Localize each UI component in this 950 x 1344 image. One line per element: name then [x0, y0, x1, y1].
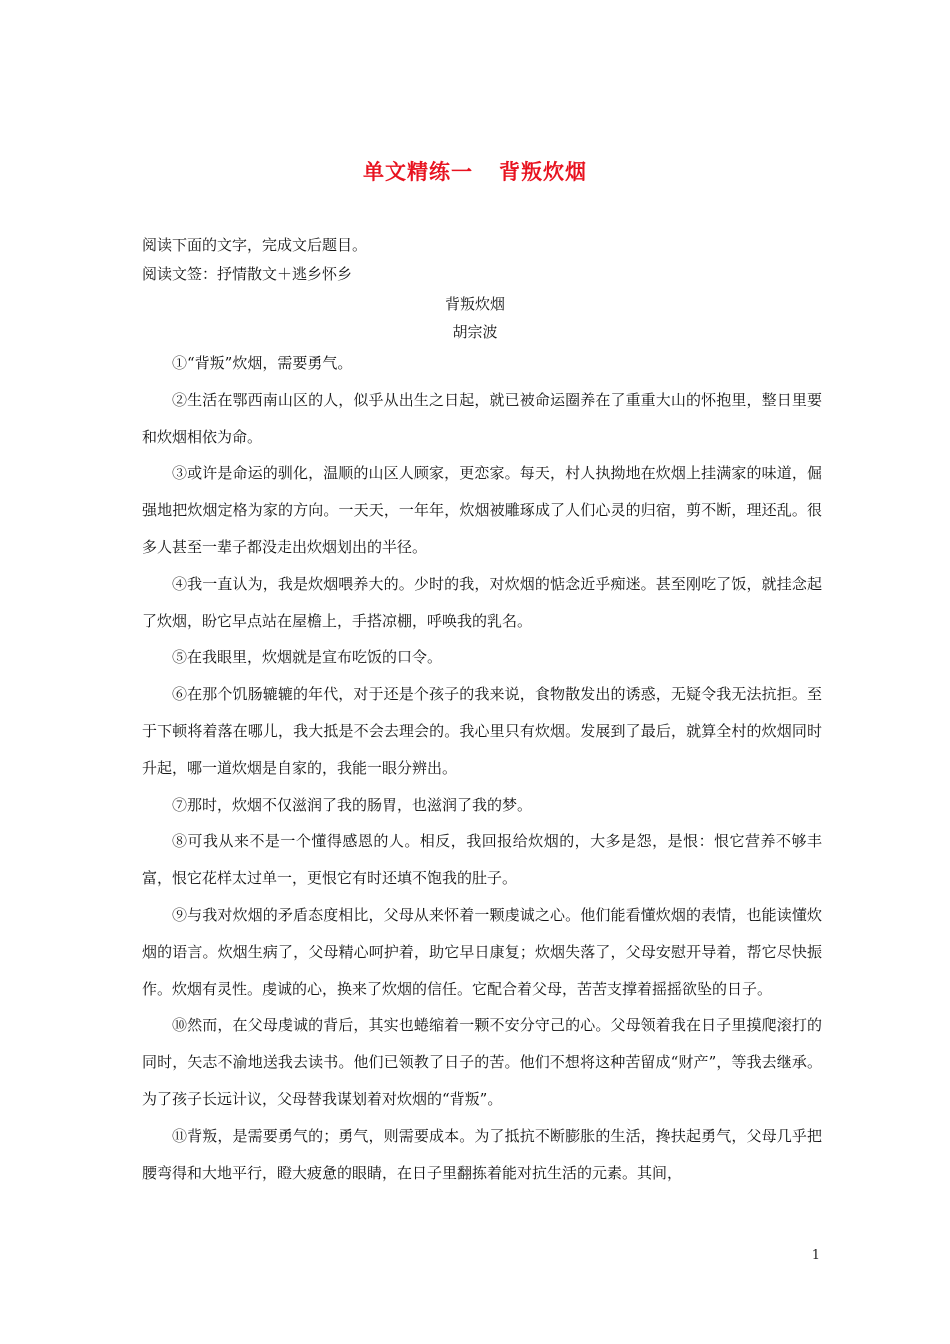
- article-title: 背叛炊烟: [444, 295, 505, 313]
- paragraph-4: ④我一直认为，我是炊烟喂养大的。少时的我，对炊烟的惦念近乎痴迷。甚至刚吃了饭，就挂念起了炊烟，盼它早点站在屋檐上，手搭凉棚，呼唤我的乳名。: [142, 574, 822, 630]
- paragraph-5: ⑤在我眼里，炊烟就是宣布吃饭的口令。: [172, 648, 443, 667]
- paragraph-8: ⑧可我从来不是一个懂得感恩的人。相反，我回报给炊烟的，大多是怨，是恨：恨它营养不够丰富，恨它花样太过单一，更恨它有时还填不饱我的肚子。: [142, 832, 822, 888]
- title-part-1: 单文精练一: [363, 159, 473, 184]
- reading-tag-line: 阅读文签：抒情散文＋逃乡怀乡: [142, 265, 353, 283]
- paragraph-3: ③或许是命运的驯化，温顺的山区人顾家，更恋家。每天，村人执拗地在炊烟上挂满家的味道，倔强地把炊烟定格为家的方向。一天天，一年年，炊烟被雕琢成了人们心灵的归宿，剪不断，理还乱。很多人甚至一辈子都没走出炊烟划出的半径。: [142, 464, 822, 556]
- article-author: 胡宗波: [452, 323, 498, 341]
- document-title: [0, 156, 950, 186]
- instruction-line: 阅读下面的文字，完成文后题目。: [142, 236, 368, 254]
- paragraph-6: ⑥在那个饥肠辘辘的年代，对于还是个孩子的我来说，食物散发出的诱惑，无疑令我无法抗拒。至于下顿将着落在哪儿，我大抵是不会去理会的。我心里只有炊烟。发展到了最后，就算全村的炊烟同时升起，哪一道炊烟是自家的，我能一眼分辨出。: [142, 685, 822, 777]
- paragraph-2: ②生活在鄂西南山区的人，似乎从出生之日起，就已被命运圈养在了重重大山的怀抱里，整日里要和炊烟相依为命。: [142, 390, 822, 446]
- paragraph-1: ①“背叛”炊烟，需要勇气。: [172, 354, 353, 372]
- paragraph-9: ⑨与我对炊烟的矛盾态度相比，父母从来怀着一颗虔诚之心。他们能看懂炊烟的表情，也能读懂炊烟的语言。炊烟生病了，父母精心呵护着，助它早日康复；炊烟失落了，父母安慰开导着，帮它尽快振作。炊烟有灵性。虔诚的心，换来了炊烟的信任。它配合着父母，苦苦支撑着摇摇欲坠的日子。: [142, 905, 822, 998]
- page-number: 1: [811, 1248, 820, 1263]
- title-part-2: 背叛炊烟: [499, 159, 587, 184]
- paragraph-11: ⑪背叛，是需要勇气的；勇气，则需要成本。为了抵抗不断膨胀的生活，搀扶起勇气，父母几乎把腰弯得和大地平行，瞪大疲惫的眼睛，在日子里翻拣着能对抗生活的元素。其间，: [142, 1126, 822, 1182]
- article-body: [142, 345, 822, 1191]
- paragraph-10: ⑩然而，在父母虔诚的背后，其实也蜷缩着一颗不安分守己的心。父母领着我在日子里摸爬滚打的同时，矢志不渝地送我去读书。他们已领教了日子的苦。他们不想将这种苦留成“财产”，等我去继承。为了孩子长远计议，父母替我谋划着对炊烟的“背叛”。: [142, 1016, 822, 1108]
- paragraph-7: ⑦那时，炊烟不仅滋润了我的肠胃，也滋润了我的梦。: [172, 795, 533, 814]
